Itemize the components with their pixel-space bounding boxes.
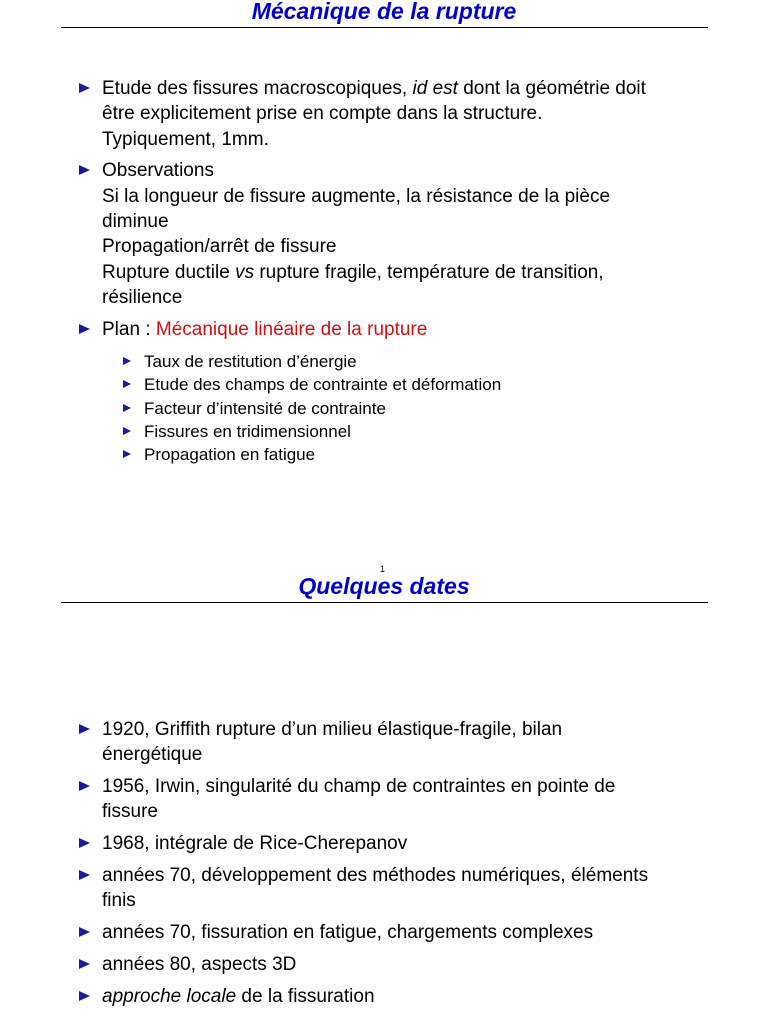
list-item <box>102 717 722 768</box>
item-line: résilience <box>102 286 183 308</box>
list-item <box>102 984 722 1009</box>
slide-1-title: Mécanique de la rupture <box>251 0 517 24</box>
item-line: Etude des fissures macroscopiques, id est dont la géométrie doit <box>102 78 646 99</box>
list-item <box>102 774 722 825</box>
emphasis-text: id est <box>412 78 458 99</box>
list-item <box>102 920 722 945</box>
sub-bullet-list <box>102 350 722 466</box>
triangle-bullet-icon <box>123 404 131 412</box>
list-item <box>102 863 722 914</box>
triangle-bullet-icon <box>79 324 90 334</box>
triangle-bullet-icon <box>79 165 90 175</box>
page-number: 1 <box>380 564 386 574</box>
triangle-bullet-icon <box>79 724 90 734</box>
triangle-bullet-icon <box>123 427 131 435</box>
item-line: 1956, Irwin, singularité du champ de contraintes en pointe de <box>102 776 616 798</box>
plan-label: Plan : <box>102 318 156 340</box>
item-line: 1968, intégrale de Rice-Cherepanov <box>102 833 408 855</box>
item-line: finis <box>102 890 136 912</box>
triangle-bullet-icon <box>123 357 131 365</box>
item-line: Typiquement, 1mm. <box>102 128 269 150</box>
item-line: Propagation/arrêt de fissure <box>102 236 337 258</box>
triangle-bullet-icon <box>79 781 90 791</box>
slide-2-title: Quelques dates <box>298 573 470 599</box>
item-line: années 70, fissuration en fatigue, chargements complexes <box>102 922 594 944</box>
sub-list-item: Etude des champs de contrainte et déformation <box>144 373 722 396</box>
list-item <box>102 952 722 977</box>
item-line: diminue <box>102 210 169 232</box>
triangle-bullet-icon <box>79 83 90 93</box>
triangle-bullet-icon <box>79 870 90 880</box>
item-line: Si la longueur de fissure augmente, la résistance de la pièce <box>102 185 611 207</box>
triangle-bullet-icon <box>123 380 131 388</box>
list-item <box>102 158 722 310</box>
list-item <box>102 317 722 467</box>
item-line: années 70, développement des méthodes numériques, éléments <box>102 864 649 886</box>
dates-list <box>102 717 722 1015</box>
list-item <box>102 831 722 856</box>
item-line: Rupture ductile vs rupture fragile, température de transition, <box>102 261 604 283</box>
sub-list-item: Taux de restitution d’énergie <box>144 350 722 373</box>
item-line: 1920, Griffith rupture d’un milieu élastique-fragile, bilan <box>102 719 563 740</box>
plan-highlight: Mécanique linéaire de la rupture <box>155 318 428 340</box>
item-line: Observations <box>102 160 214 182</box>
emphasis-text: vs <box>235 261 255 283</box>
item-line <box>102 317 722 342</box>
item-line: approche locale de la fissuration <box>102 985 375 1007</box>
title-divider <box>61 602 708 603</box>
triangle-bullet-icon <box>79 838 90 848</box>
emphasis-text: approche locale <box>102 985 237 1007</box>
item-line: fissure <box>102 801 158 823</box>
triangle-bullet-icon <box>79 991 90 1001</box>
sub-list-item: Propagation en fatigue <box>144 443 722 466</box>
list-item <box>102 76 722 152</box>
item-line: années 80, aspects 3D <box>102 953 297 975</box>
sub-list-item: Fissures en tridimensionnel <box>144 420 722 443</box>
triangle-bullet-icon <box>79 959 90 969</box>
item-line: énergétique <box>102 744 203 766</box>
triangle-bullet-icon <box>123 450 131 458</box>
title-divider <box>61 27 708 28</box>
sub-list-item: Facteur d’intensité de contrainte <box>144 397 722 420</box>
item-line: être explicitement prise en compte dans la structure. <box>102 103 543 125</box>
bullet-list <box>102 76 722 473</box>
triangle-bullet-icon <box>79 927 90 937</box>
